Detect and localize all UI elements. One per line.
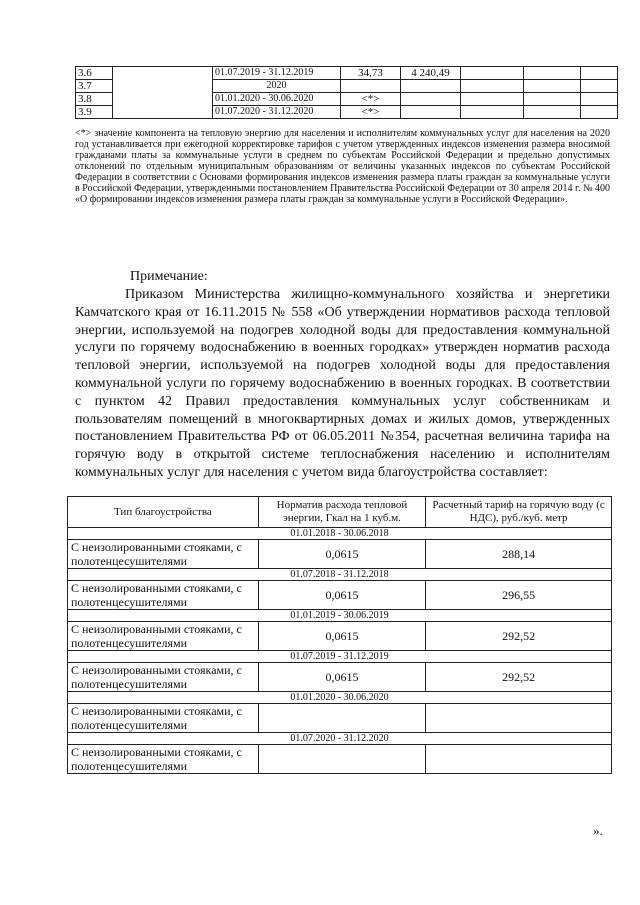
- footnote: <*> значение компонента на тепловую энергию для населения и исполнителям коммунальных услуг для населения на 2020 год устанавливается при ежегодной корректировке тарифов с учетом утвержденных индексов изменения размера вносимой гражданами платы за коммунальные услуги в среднем по субъектам Российской Федерации и предельно допустимых отклонений по отдельным муниципальным образованиям от величины указанных индексов по субъектам Российской Федерации в соответствии с Основами формирования индексов изменения размера платы граждан за коммунальные услуги в Российской Федерации, утвержденными постановлением Правительства Российской Федерации от 30 апреля 2014 г. № 400 «О формировании индексов изменения размера платы граждан за коммунальные услуги в Российской Федерации».: [75, 128, 610, 205]
- empty-cell: [461, 106, 524, 119]
- norm-cell: 0,0615: [258, 540, 425, 569]
- period-label: 01.01.2020 - 30.06.2020: [68, 692, 612, 704]
- norm-cell: 0,0615: [258, 581, 425, 610]
- period-cell: 01.01.2020 - 30.06.2020: [213, 93, 341, 106]
- period-label: 01.01.2019 - 30.06.2019: [68, 610, 612, 622]
- empty-cell: [341, 80, 401, 93]
- period-cell: 01.07.2019 - 31.12.2019: [213, 67, 341, 80]
- norm-cell: [258, 745, 425, 774]
- column-header-type: Тип благоустройства: [68, 497, 259, 528]
- year-cell: 2020: [213, 80, 341, 93]
- period-cell: 01.07.2020 - 31.12.2020: [213, 106, 341, 119]
- period-label: 01.07.2020 - 31.12.2020: [68, 733, 612, 745]
- norm-cell: 0,0615: [258, 622, 425, 651]
- period-label: 01.07.2019 - 31.12.2019: [68, 651, 612, 663]
- type-cell: С неизолированными стояками, с полотенцесушителями: [68, 663, 259, 692]
- value-cell: <*>: [341, 106, 401, 119]
- empty-cell: [524, 80, 581, 93]
- empty-cell: [461, 67, 524, 80]
- value-cell: <*>: [341, 93, 401, 106]
- empty-cell: [524, 106, 581, 119]
- tariff-cell: 296,55: [426, 581, 612, 610]
- norm-cell: 0,0615: [258, 663, 425, 692]
- table-row: [68, 581, 612, 610]
- table-header-row: [68, 497, 612, 528]
- empty-cell: [524, 93, 581, 106]
- tariff-cell: 288,14: [426, 540, 612, 569]
- period-label: 01.01.2018 - 30.06.2018: [68, 528, 612, 540]
- tariff-cell: [426, 704, 612, 733]
- table-row: [76, 67, 618, 80]
- empty-cell: [461, 93, 524, 106]
- table-row: [68, 540, 612, 569]
- type-cell: С неизолированными стояками, с полотенцесушителями: [68, 622, 259, 651]
- empty-cell: [401, 80, 461, 93]
- empty-cell: [461, 80, 524, 93]
- column-header-norm: Норматив расхода тепловой энергии, Гкал на 1 куб.м.: [258, 497, 425, 528]
- type-cell: С неизолированными стояками, с полотенцесушителями: [68, 745, 259, 774]
- column-header-tariff: Расчетный тариф на горячую воду (с НДС), руб./куб. метр: [426, 497, 612, 528]
- note-body: Приказом Министерства жилищно-коммунального хозяйства и энергетики Камчатского края от 16.11.2015 № 558 «Об утверждении нормативов расхода тепловой энергии, используемой на подогрев холодной воды для предоставления коммунальной услуги по горячему водоснабжению в военных городках» утвержден норматив расхода тепловой энергии, используемой на подогрев холодной воды для предоставления коммунальной услуги по горячему водоснабжению в военных городках. В соответствии с пунктом 42 Правил предоставления коммунальных услуг собственникам и пользователям помещений в многоквартирных домах и жилых домов, утвержденных постановлением Правительства РФ от 06.05.2011 №354, расчетная величина тарифа на горячую воду в открытой системе теплоснабжения населению и исполнителям коммунальных услуг для населения с учетом вида благоустройства составляет:: [75, 287, 610, 480]
- note-title: Примечание:: [130, 269, 208, 284]
- tariff-cell: [426, 745, 612, 774]
- empty-cell: [113, 67, 213, 119]
- row-number: 3.6: [76, 67, 113, 80]
- type-cell: С неизолированными стояками, с полотенцесушителями: [68, 540, 259, 569]
- type-cell: С неизолированными стояками, с полотенцесушителями: [68, 581, 259, 610]
- value-cell: 34,73: [341, 67, 401, 80]
- type-cell: С неизолированными стояками, с полотенцесушителями: [68, 704, 259, 733]
- table-row: [68, 663, 612, 692]
- period-row: [68, 692, 612, 704]
- period-row: [68, 610, 612, 622]
- tariff-cell: 292,52: [426, 663, 612, 692]
- row-number: 3.8: [76, 93, 113, 106]
- empty-cell: [581, 93, 618, 106]
- empty-cell: [581, 80, 618, 93]
- empty-cell: [581, 106, 618, 119]
- empty-cell: [581, 67, 618, 80]
- hot-water-tariff-table: [67, 496, 612, 774]
- value-cell: [401, 93, 461, 106]
- period-label: 01.07.2018 - 31.12.2018: [68, 569, 612, 581]
- value-cell: 4 240,49: [401, 67, 461, 80]
- value-cell: [401, 106, 461, 119]
- row-number: 3.9: [76, 106, 113, 119]
- table-row: [68, 745, 612, 774]
- tariff-cell: 292,52: [426, 622, 612, 651]
- table-row: [68, 622, 612, 651]
- row-number: 3.7: [76, 80, 113, 93]
- tariff-components-table: [75, 66, 618, 119]
- norm-cell: [258, 704, 425, 733]
- period-row: [68, 733, 612, 745]
- period-row: [68, 528, 612, 540]
- table-row: [68, 704, 612, 733]
- period-row: [68, 569, 612, 581]
- period-row: [68, 651, 612, 663]
- empty-cell: [524, 67, 581, 80]
- closing-quote: ».: [593, 823, 603, 838]
